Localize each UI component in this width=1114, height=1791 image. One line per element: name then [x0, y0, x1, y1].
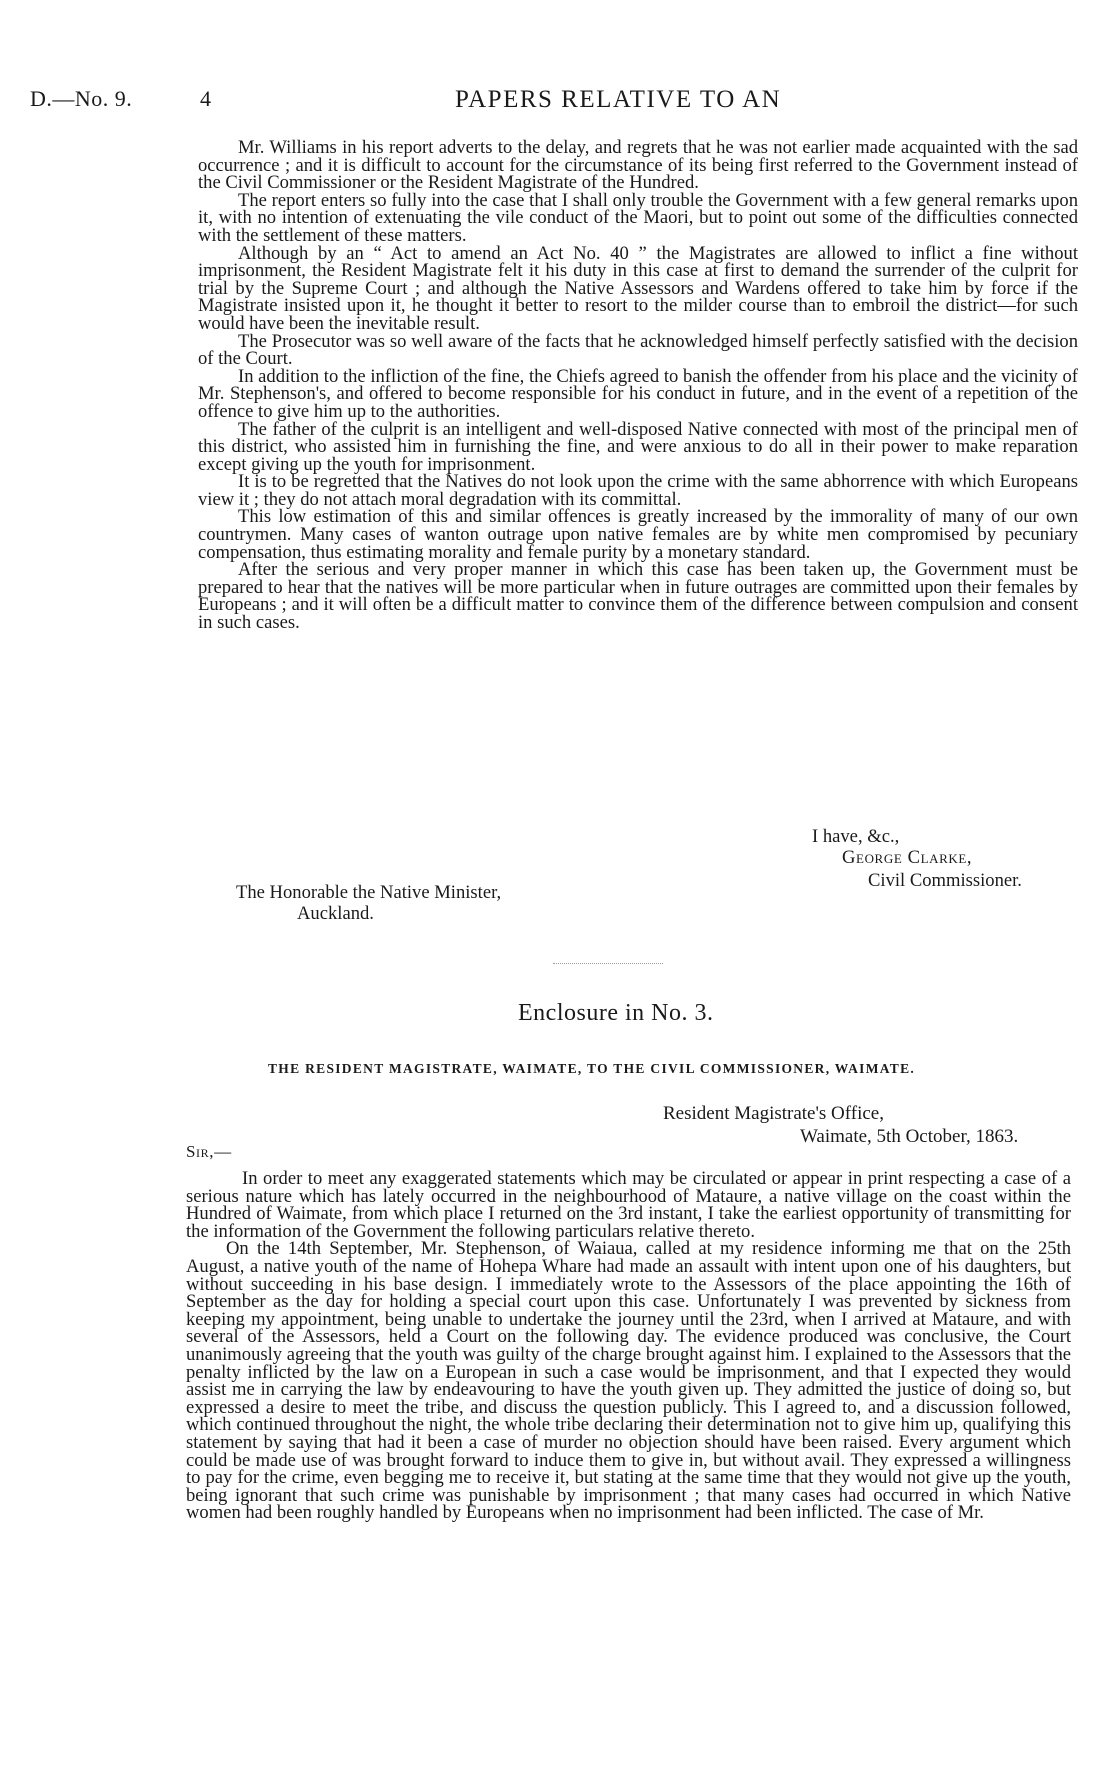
addressee-location: Auckland. — [297, 903, 374, 924]
enclosure-subtitle: THE RESIDENT MAGISTRATE, WAIMATE, TO THE CIVIL COMMISSIONER, WAIMATE. — [268, 1061, 916, 1076]
paragraph: In order to meet any exaggerated statements which may be circulated or appear in print respecting a case of a serious nature which has lately occurred in the neighbourhood of Mataure, a native village on the coast within the Hundred of Waimate, from which place I returned on the 3rd instant, I take the earliest opportunity of transmitting for the information of the Government the following particulars relative thereto. — [186, 1168, 1071, 1242]
paragraph: The father of the culprit is an intelligent and well-disposed Native connected with most of the principal men of this district, who assisted him in furnishing the fine, and were anxious to do all in their power to make reparation except giving up the youth for imprisonment. — [198, 418, 1078, 475]
page-number: 4 — [200, 86, 211, 111]
paragraph: Mr. Williams in his report adverts to the delay, and regrets that he was not earlier made acquainted with the sad occurrence ; and it is difficult to account for the circumstance of its being first referred to the Government instead of the Civil Commissioner or the Resident Magistrate of the Hundred. — [198, 137, 1078, 194]
paragraph: This low estimation of this and similar offences is greatly increased by the immorality of many of our own countrymen. Many cases of wanton outrage upon native females are by white men compromised by pecuniary compensation, thus estimating morality and female purity by a monetary standard. — [198, 506, 1078, 563]
paragraph: The Prosecutor was so well aware of the facts that he acknowledged himself perfectly satisfied with the decision of the Court. — [198, 330, 1078, 370]
enclosure-body — [186, 1170, 1071, 1522]
running-title: PAPERS RELATIVE TO AN — [455, 86, 782, 113]
paragraph: Although by an “ Act to amend an Act No. 40 ” the Magistrates are allowed to inflict a fine without imprisonment, the Resident Magistrate felt it his duty in this case at first to demand the surrender of the culprit for trial by the Supreme Court ; and although the Native Assessors and Wardens offered to take him by force if the Magistrate insisted upon it, he thought it better to resort to the milder course than to embroil the district—for such would have been the inevitable result. — [198, 242, 1078, 334]
enclosure-title: Enclosure in No. 3. — [518, 1000, 714, 1026]
signature-name: George Clarke, — [842, 847, 973, 868]
section-divider — [553, 963, 663, 964]
paragraph: After the serious and very proper manner in which this case has been taken up, the Government must be prepared to hear that the natives will be more particular when in future outrages are committed upon their females by Europeans ; and it will often be a difficult matter to convince them of the difference between compulsion and consent in such cases. — [198, 559, 1078, 634]
letter-date: Waimate, 5th October, 1863. — [800, 1126, 1019, 1147]
paragraph: It is to be regretted that the Natives do not look upon the crime with the same abhorrence with which Europeans view it ; they do not attach moral degradation with its committal. — [198, 471, 1078, 510]
signoff: I have, &c., — [812, 826, 900, 847]
document-reference: D.—No. 9. — [30, 86, 133, 111]
paragraph: In addition to the infliction of the fine, the Chiefs agreed to banish the offender from his place and the vicinity of Mr. Stephenson's, and offered to become responsible for his conduct in future, and in the event of a repetition of the offence to give him up to the authorities. — [198, 365, 1078, 422]
salutation: Sir,— — [186, 1142, 232, 1161]
addressee-line: The Honorable the Native Minister, — [236, 882, 502, 903]
signature-title: Civil Commissioner. — [868, 870, 1022, 891]
paragraph: The report enters so fully into the case that I shall only trouble the Government with a few general remarks upon it, with no intention of extenuating the vile conduct of the Maori, but to point out some of the difficulties connected with the settlement of these matters. — [198, 189, 1078, 246]
page-header — [0, 86, 1114, 126]
paragraph: On the 14th September, Mr. Stephenson, of Waiaua, called at my residence informing me that on the 25th August, a native youth of the name of Hohepa Whare had made an assault with intent upon one of his daughters, but without succeeding in his base design. I immediately wrote to the Assessors of the place appointing the 16th of September as the day for holding a special court upon this case. Unfortunately I was prevented by sickness from keeping my appointment, being unable to undertake the journey until the 23rd, when I arrived at Mataure, and with several of the Assessors, held a Court on the following day. The evidence produced was conclusive, the Court unanimously agreeing that the youth was guilty of the charge brought against him. I explained to the Assessors that the penalty inflicted by the law on a European in such a case would be imprisonment, and that I expected they would assist me in carrying the law by endeavouring to have the youth given up. They admitted the justice of doing so, but expressed a desire to meet the tribe, and discuss the question publicly. This I agreed to, and a discussion followed, which continued throughout the night, the whole tribe declaring their determination not to give him up, qualifying this statement by saying that had it been a case of murder no objection should have been raised. Every argument which could be made use of was brought forward to induce them to give in, but without avail. They expressed a willingness to pay for the crime, even begging me to receive it, but stating at the same time that they would not give up the youth, being ignorant that such crime was punishable by imprisonment ; that many cases had occurred in which Native women had been roughly handled by Europeans when no imprisonment had been inflicted. The case of Mr. — [186, 1238, 1071, 1524]
letter-body — [198, 139, 1078, 632]
office-address: Resident Magistrate's Office, — [663, 1103, 884, 1124]
